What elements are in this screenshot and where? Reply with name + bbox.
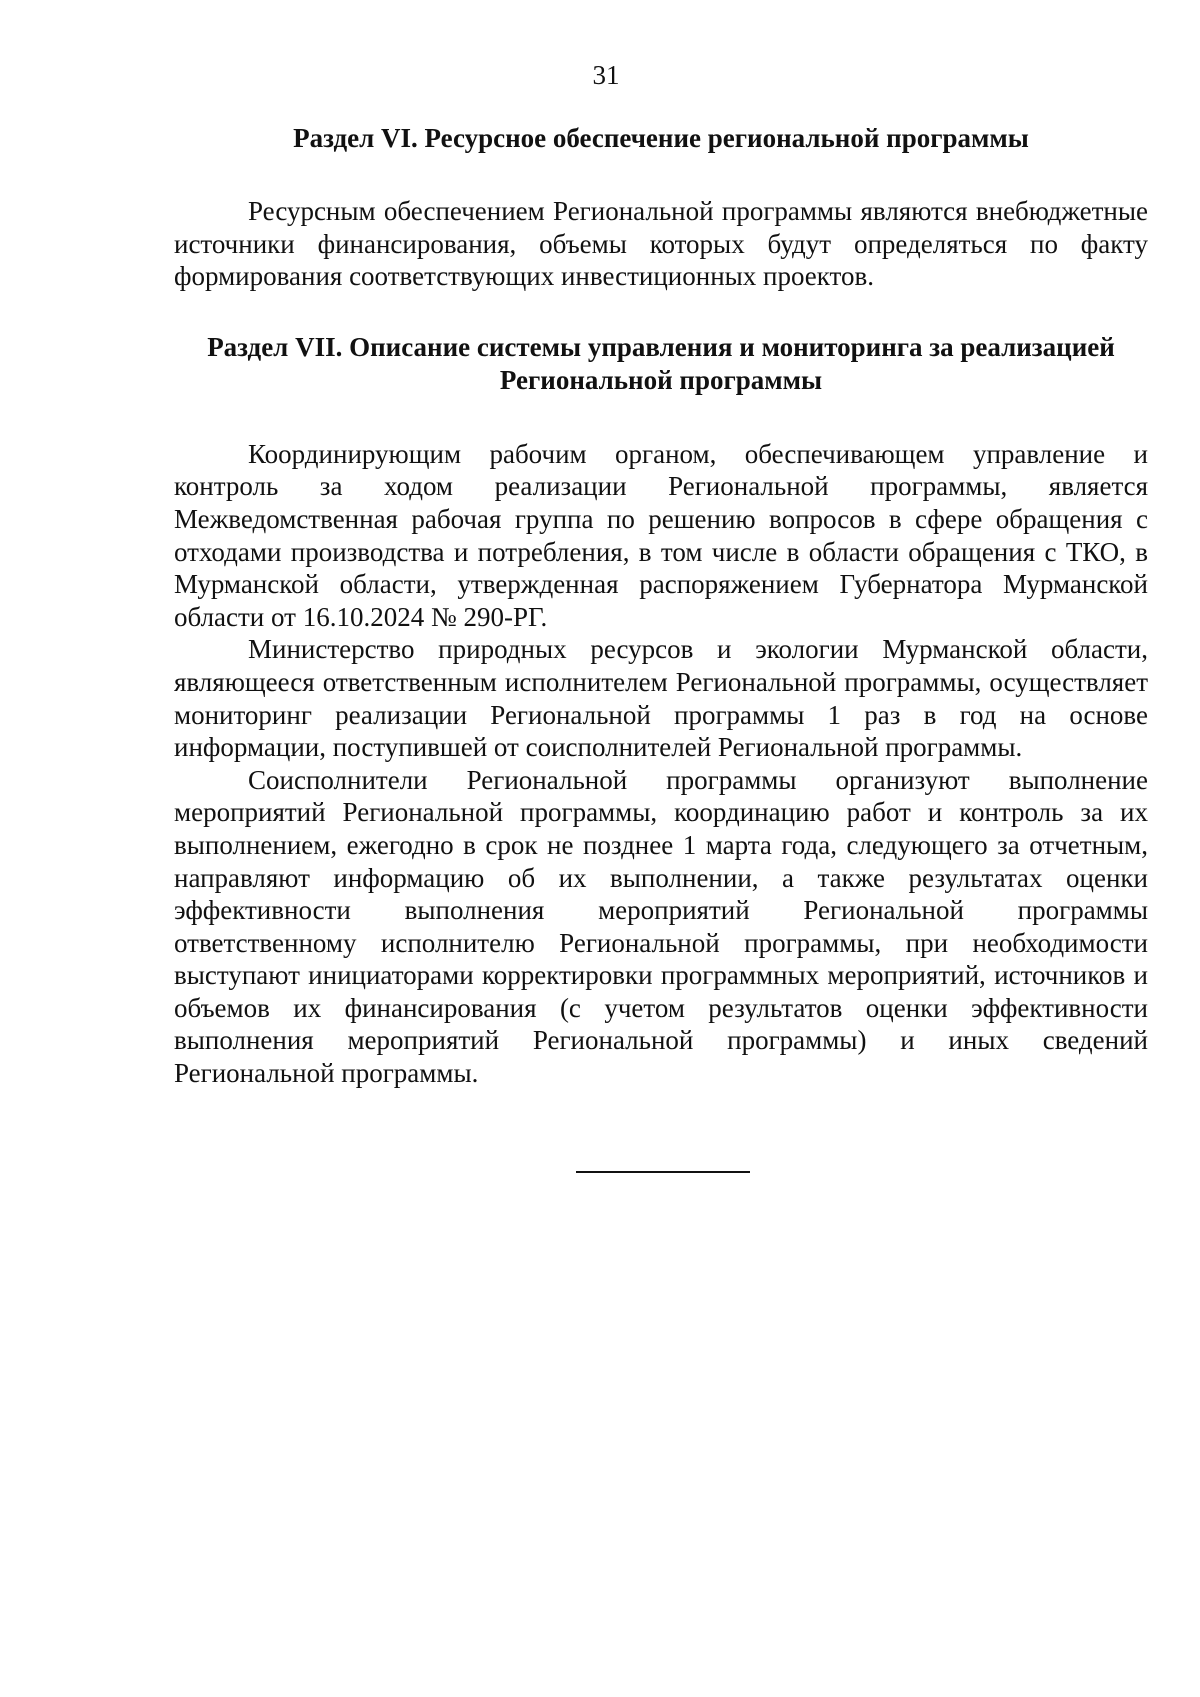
document-body (174, 122, 1148, 1090)
section-7-paragraph-3: Соисполнители Региональной программы организуют выполнение мероприятий Региональной программы, координацию работ и контроль за их выполнением, ежегодно в срок не позднее 1 марта года, следующего за отчетным, направляют информацию об их выполнении, а также результатах оценки эффективности выполнения мероприятий Региональной программы ответственному исполнителю Региональной программы, при необходимости выступают инициаторами корректировки программных мероприятий, источников и объемов их финансирования (с учетом результатов оценки эффективности выполнения мероприятий Региональной программы) и иных сведений Региональной программы. (174, 764, 1148, 1089)
end-of-document-rule (576, 1171, 750, 1173)
page-number: 31 (592, 60, 620, 90)
section-7-paragraph-2: Министерство природных ресурсов и экологии Мурманской области, являющееся ответственным исполнителем Региональной программы, осуществляет мониторинг реализации Региональной программы 1 раз в год на основе информации, поступившей от соисполнителей Региональной программы. (174, 634, 1148, 763)
section-7-paragraph-1: Координирующим рабочим органом, обеспечивающем управление и контроль за ходом реализации Региональной программы, является Межведомственная рабочая группа по решению вопросов в сфере обращения с отходами производства и потребления, в том числе в области обращения с ТКО, в Мурманской области, утвержденная распоряжением Губернатора Мурманской области от 16.10.2024 № 290-РГ. (174, 438, 1148, 632)
section-7-title-line-1: Раздел VII. Описание системы управления и мониторинга за реализацией (207, 331, 1115, 362)
section-7-title-line-2: Региональной программы (499, 364, 823, 395)
section-7-title (174, 331, 1148, 397)
section-6-title: Раздел VI. Ресурсное обеспечение региональной программы (293, 123, 1029, 153)
section-6-paragraph-1: Ресурсным обеспечением Региональной программы являются внебюджетные источники финансирования, объемы которых будут определяться по факту формирования соответствующих инвестиционных проектов. (174, 196, 1148, 292)
